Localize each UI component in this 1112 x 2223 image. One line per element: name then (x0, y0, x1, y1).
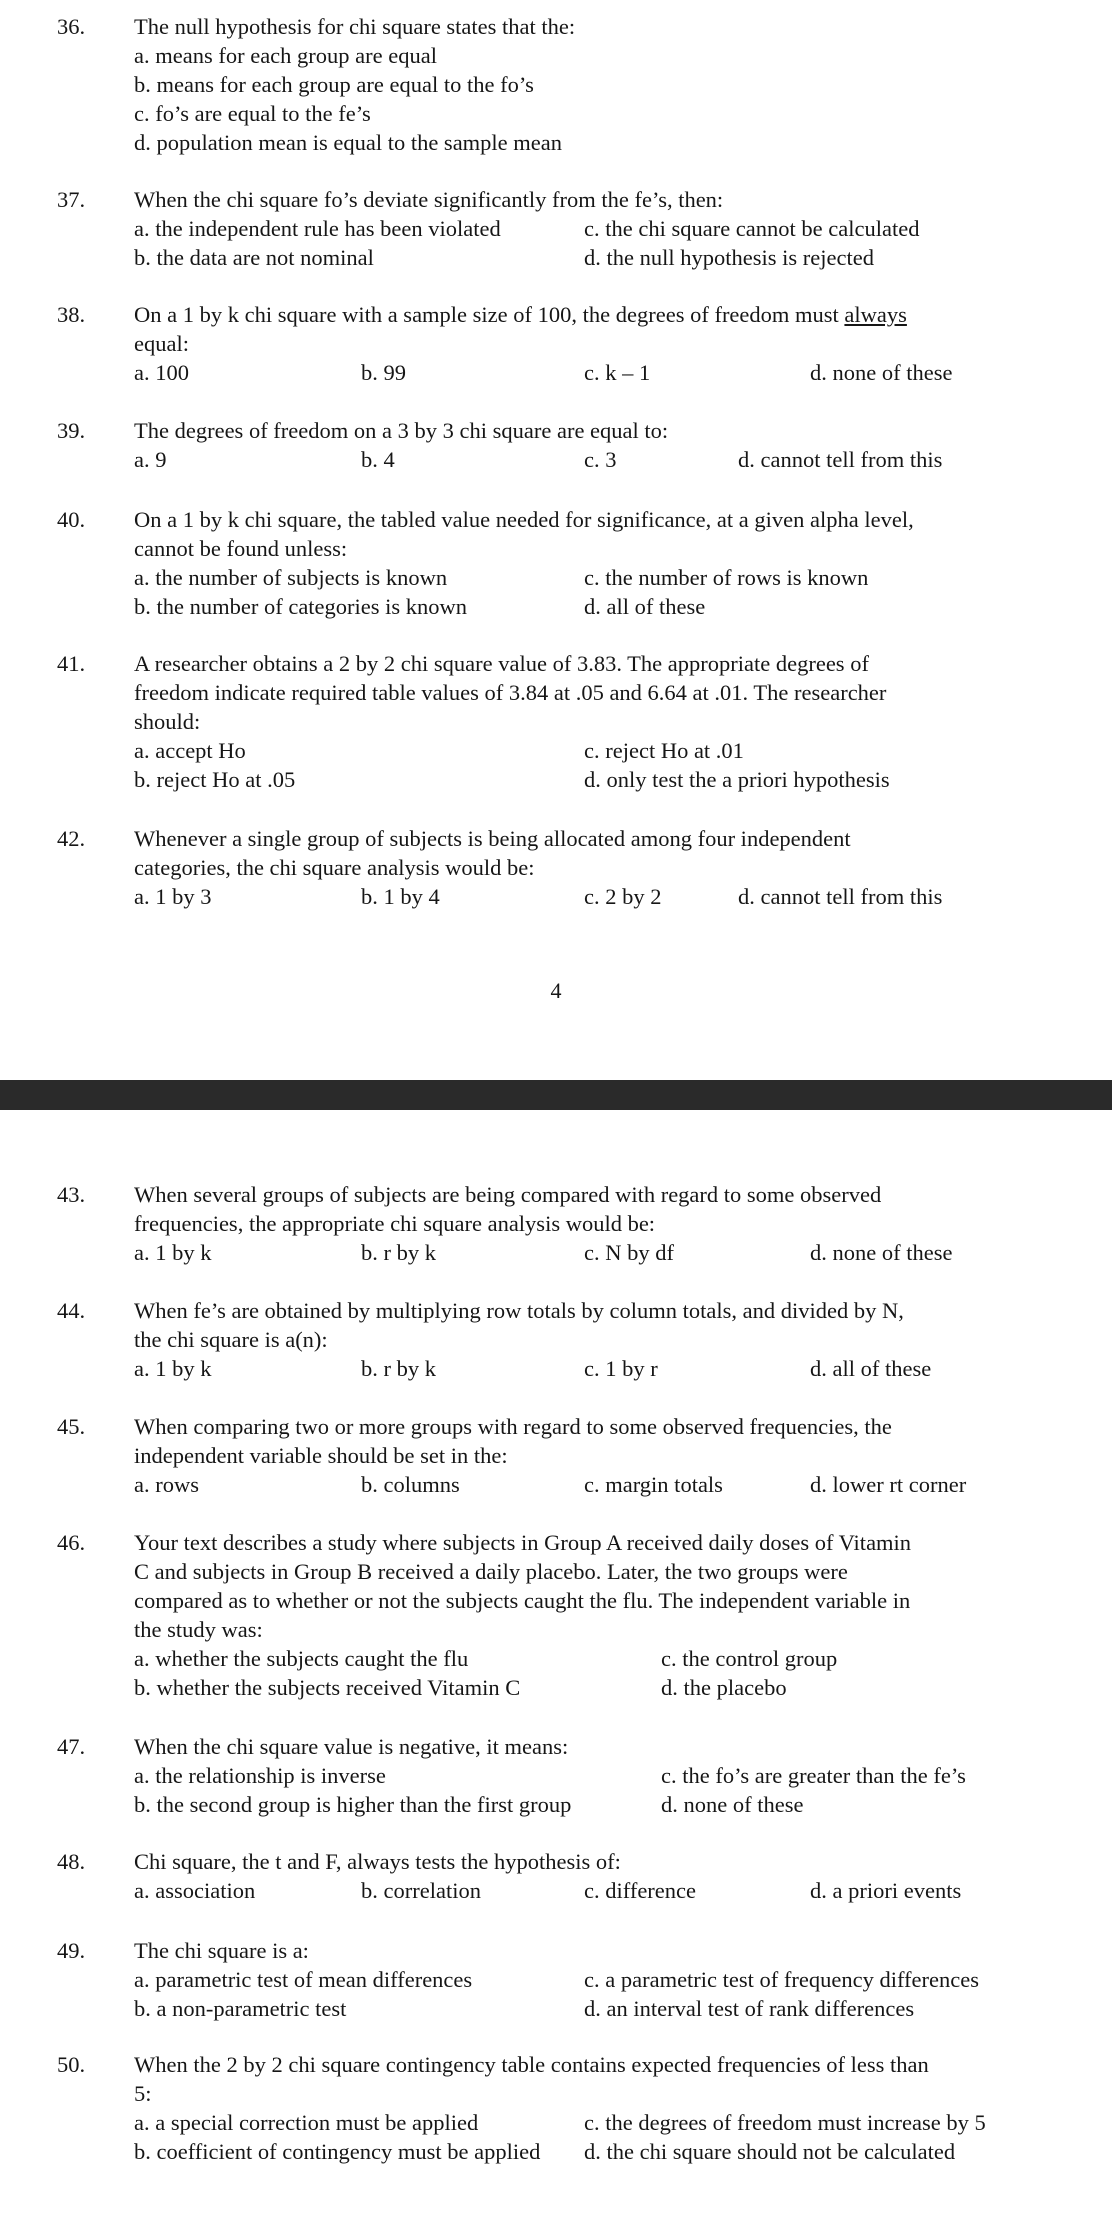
question-number: 39. (57, 418, 86, 443)
option-c: c. the number of rows is known (584, 565, 869, 590)
option-a: a. 1 by 3 (134, 884, 212, 909)
question-stem-line: compared as to whether or not the subjects caught the flu. The independent variable in (134, 1588, 911, 1613)
option-d: d. cannot tell from this (738, 884, 943, 909)
question-stem: When the 2 by 2 chi square contingency table contains expected frequencies of less than (134, 2052, 929, 2077)
option-d: d. an interval test of rank differences (584, 1996, 915, 2021)
option-d: d. the null hypothesis is rejected (584, 245, 874, 270)
option-c: c. difference (584, 1878, 697, 1903)
option-d: d. the chi square should not be calculated (584, 2139, 956, 2164)
option-d: d. cannot tell from this (738, 447, 943, 472)
option-b: b. coefficient of contingency must be applied (134, 2139, 541, 2164)
option-a: a. 1 by k (134, 1240, 212, 1265)
question-stem-line: should: (134, 709, 201, 734)
question-number: 43. (57, 1182, 86, 1207)
question-stem: The degrees of freedom on a 3 by 3 chi square are equal to: (134, 418, 669, 443)
question-number: 40. (57, 507, 86, 532)
question-stem: When several groups of subjects are being compared with regard to some observed (134, 1182, 882, 1207)
option-b: b. 99 (361, 360, 406, 385)
option-d: d. all of these (810, 1356, 932, 1381)
option-c: c. N by df (584, 1240, 674, 1265)
question-stem: On a 1 by k chi square, the tabled value needed for significance, at a given alpha level, (134, 507, 914, 532)
option-d: d. the placebo (661, 1675, 787, 1700)
question-stem: The null hypothesis for chi square states that the: (134, 14, 576, 39)
option-c: c. the control group (661, 1646, 838, 1671)
question-stem: When the chi square value is negative, it means: (134, 1734, 569, 1759)
option-d: d. a priori events (810, 1878, 962, 1903)
question-number: 42. (57, 826, 86, 851)
question-number: 45. (57, 1414, 86, 1439)
page-separator (0, 1080, 1112, 1110)
question-stem-line: equal: (134, 331, 189, 356)
option-b: b. the second group is higher than the first group (134, 1792, 572, 1817)
option-d: d. all of these (584, 594, 706, 619)
question-number: 36. (57, 14, 86, 39)
option-b: b. correlation (361, 1878, 481, 1903)
option-c: c. the fo’s are greater than the fe’s (661, 1763, 966, 1788)
question-number: 37. (57, 187, 86, 212)
option-a: a. the number of subjects is known (134, 565, 448, 590)
option-c: c. fo’s are equal to the fe’s (134, 101, 371, 126)
option-c: c. the degrees of freedom must increase by 5 (584, 2110, 986, 2135)
option-b: b. r by k (361, 1356, 436, 1381)
question-number: 47. (57, 1734, 86, 1759)
option-b: b. 1 by 4 (361, 884, 440, 909)
stem-underlined-word: always (844, 302, 907, 327)
option-a: a. rows (134, 1472, 199, 1497)
question-stem-line: cannot be found unless: (134, 536, 348, 561)
question-stem-line: frequencies, the appropriate chi square analysis would be: (134, 1211, 656, 1236)
question-number: 41. (57, 651, 86, 676)
option-c: c. 1 by r (584, 1356, 658, 1381)
option-b: b. reject Ho at .05 (134, 767, 296, 792)
option-b: b. columns (361, 1472, 460, 1497)
option-d: d. population mean is equal to the sample mean (134, 130, 563, 155)
stem-text: On a 1 by k chi square with a sample size of 100, the degrees of freedom must (134, 302, 839, 327)
option-a: a. 9 (134, 447, 167, 472)
question-stem: When comparing two or more groups with regard to some observed frequencies, the (134, 1414, 892, 1439)
option-a: a. 1 by k (134, 1356, 212, 1381)
option-b: b. a non-parametric test (134, 1996, 347, 2021)
option-d: d. lower rt corner (810, 1472, 967, 1497)
question-number: 38. (57, 302, 86, 327)
question-number: 46. (57, 1530, 86, 1555)
option-c: c. margin totals (584, 1472, 723, 1497)
question-stem-line: C and subjects in Group B received a daily placebo. Later, the two groups were (134, 1559, 848, 1584)
page-bottom (0, 1110, 1112, 2223)
question-stem: Your text describes a study where subjects in Group A received daily doses of Vitamin (134, 1530, 912, 1555)
option-b: b. means for each group are equal to the fo’s (134, 72, 534, 97)
option-a: a. parametric test of mean differences (134, 1967, 473, 1992)
question-stem-line: the chi square is a(n): (134, 1327, 328, 1352)
option-c: c. 2 by 2 (584, 884, 662, 909)
option-b: b. whether the subjects received Vitamin C (134, 1675, 521, 1700)
option-c: c. the chi square cannot be calculated (584, 216, 920, 241)
option-a: a. the independent rule has been violated (134, 216, 501, 241)
option-c: c. reject Ho at .01 (584, 738, 744, 763)
option-a: a. means for each group are equal (134, 43, 437, 68)
option-a: a. a special correction must be applied (134, 2110, 479, 2135)
question-stem: Chi square, the t and F, always tests the hypothesis of: (134, 1849, 621, 1874)
option-a: a. accept Ho (134, 738, 246, 763)
question-stem: A researcher obtains a 2 by 2 chi square value of 3.83. The appropriate degrees of (134, 651, 869, 676)
option-a: a. association (134, 1878, 256, 1903)
option-a: a. the relationship is inverse (134, 1763, 386, 1788)
question-stem-line: categories, the chi square analysis would be: (134, 855, 535, 880)
question-stem-line: independent variable should be set in the: (134, 1443, 508, 1468)
question-stem: Whenever a single group of subjects is being allocated among four independent (134, 826, 851, 851)
option-d: d. none of these (810, 360, 953, 385)
question-stem-line: freedom indicate required table values of 3.84 at .05 and 6.64 at .01. The researcher (134, 680, 887, 705)
option-c: c. k – 1 (584, 360, 651, 385)
option-b: b. the number of categories is known (134, 594, 468, 619)
page-number: 4 (550, 978, 562, 1003)
option-d: d. none of these (810, 1240, 953, 1265)
question-number: 49. (57, 1938, 86, 1963)
option-c: c. 3 (584, 447, 617, 472)
question-stem: When the chi square fo’s deviate significantly from the fe’s, then: (134, 187, 724, 212)
question-stem: The chi square is a: (134, 1938, 309, 1963)
question-stem (134, 300, 1034, 329)
option-c: c. a parametric test of frequency differences (584, 1967, 979, 1992)
option-a: a. 100 (134, 360, 189, 385)
option-b: b. r by k (361, 1240, 436, 1265)
question-stem: When fe’s are obtained by multiplying row totals by column totals, and divided by N, (134, 1298, 904, 1323)
question-number: 50. (57, 2052, 86, 2077)
question-stem-line: the study was: (134, 1617, 263, 1642)
question-number: 44. (57, 1298, 86, 1323)
page-top (0, 0, 1112, 1080)
question-stem-line: 5: (134, 2081, 152, 2106)
question-number: 48. (57, 1849, 86, 1874)
option-d: d. only test the a priori hypothesis (584, 767, 890, 792)
option-b: b. 4 (361, 447, 395, 472)
option-a: a. whether the subjects caught the flu (134, 1646, 469, 1671)
option-d: d. none of these (661, 1792, 804, 1817)
option-b: b. the data are not nominal (134, 245, 374, 270)
